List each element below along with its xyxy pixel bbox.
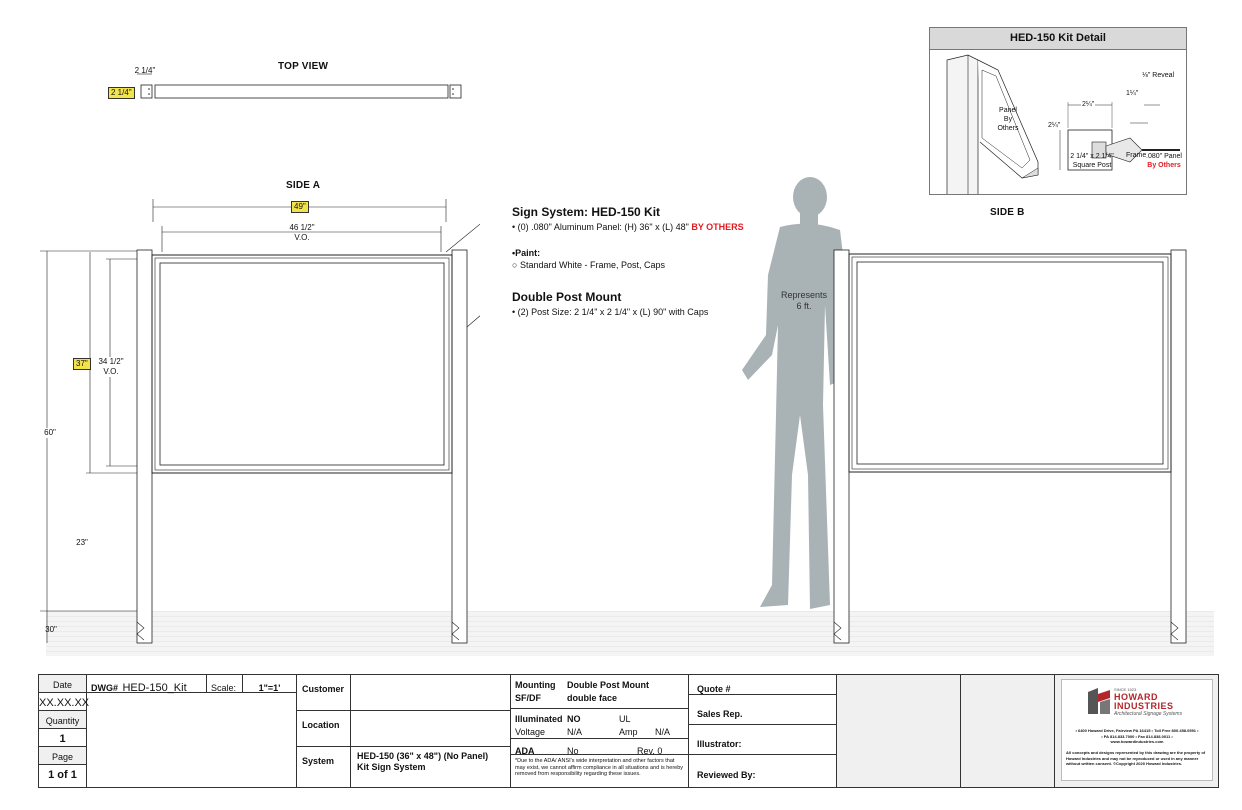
logo-cell (1055, 675, 1218, 787)
kit-post-label-1: 2 1/4" x 2 1/4" (1070, 153, 1114, 160)
side-a-overall-width: 49" (291, 201, 309, 213)
address-2: • PA 814.833.7000 • Fax 814.838.0011 • (1101, 733, 1173, 739)
date-label-cell (39, 675, 87, 693)
top-view-post-dim-highlight: 2 1/4" (108, 87, 135, 99)
title-block (38, 674, 1219, 788)
side-a-vo-width (270, 223, 334, 243)
side-b-title: SIDE B (990, 207, 1025, 218)
side-b-drawing (820, 240, 1200, 650)
illuminated-value: NO (567, 714, 581, 724)
mounting-cell (511, 675, 689, 709)
date-label: Date (52, 680, 72, 690)
reviewed-label: Reviewed By: (697, 770, 756, 780)
kit-detail-title: HED-150 Kit Detail (930, 28, 1186, 50)
kit-panel-label-1: Panel (999, 107, 1017, 114)
sales-label: Sales Rep. (697, 709, 743, 719)
side-a-burial: 30" (45, 625, 57, 634)
page-label: Page (51, 752, 74, 762)
illuminated-label: Illuminated (515, 714, 563, 724)
side-a-vo-width-sub: V.O. (294, 233, 310, 242)
ul-label: UL (619, 714, 631, 724)
system-label: System (302, 756, 335, 766)
kit-panel-label-3: Others (997, 125, 1019, 132)
ada-cell (511, 739, 689, 755)
side-a-vo-height-value: 34 1/2" (98, 357, 124, 366)
location-value-cell (351, 711, 511, 747)
date-value: XX.XX.XX (39, 697, 90, 709)
scale-label: Scale: (211, 683, 237, 693)
by-others-red: BY OTHERS (691, 222, 744, 232)
quantity-label-cell (39, 711, 87, 729)
kit-panel-label-2: By (1003, 116, 1013, 123)
date-value-cell (39, 693, 90, 711)
quantity-label: Quantity (45, 716, 80, 726)
kit-panel-spec (1144, 152, 1184, 170)
blank-col-2 (961, 675, 1055, 787)
paint-heading-text: Paint (515, 248, 538, 258)
copyright: All concepts and designs represented by this drawing are the property of Howard Industries and may not be reproduced or used in any manner without written consent. ©Copyright 2020 Howard Industries. (1066, 750, 1206, 766)
customer-label-cell (297, 675, 351, 711)
scale-value: 1"=1' (258, 683, 281, 693)
top-view-post-dim: 2 1/4" (134, 66, 156, 75)
side-a-clearance: 23" (73, 538, 91, 548)
amp-label: Amp (619, 727, 638, 737)
page-label-cell (39, 747, 87, 765)
illustrator-cell (689, 725, 837, 755)
disclaimer: *Due to the ADA/ ANSI's wide interpretation and other factors that may exist, we cannot affirm compliance in all situations and is hereby removed from responsibility regarding these issues. (515, 758, 684, 777)
top-view-title: TOP VIEW (278, 61, 329, 72)
sign-system-line: • (0) .080" Aluminum Panel: (H) 36" x (L) 48" BY OTHERS (512, 222, 744, 232)
kit-dim-inner: 1¼" (1126, 90, 1139, 97)
system-value-cell (351, 747, 511, 787)
address-3: www.howardindustries.com (1110, 739, 1164, 744)
mounting-label: Mounting (515, 680, 556, 690)
dwg-value: HED-150_Kit (122, 682, 187, 694)
disclaimer-cell (511, 755, 689, 787)
amp-value: N/A (655, 727, 671, 737)
side-a-vo-height (94, 357, 128, 377)
address-1: • 6400 Howard Drive, Fairview PA 16415 • Toll Free 800.458.0591 • (1075, 728, 1199, 733)
side-a-total-height: 60" (40, 428, 60, 438)
voltage-value: N/A (567, 727, 583, 737)
customer-value-cell (351, 675, 511, 711)
quantity-value-cell (39, 729, 87, 747)
system-value-2: Kit Sign System (357, 762, 426, 772)
voltage-label: Voltage (515, 727, 546, 737)
kit-post-label-2: Square Post (1072, 162, 1112, 169)
howard-logo-icon (1084, 688, 1112, 716)
page-value: 1 of 1 (48, 769, 77, 781)
sfdf-label: SF/DF (515, 693, 541, 703)
logo-line2: INDUSTRIES (1114, 701, 1174, 711)
illustrator-label: Illustrator: (697, 739, 742, 749)
reviewed-cell (689, 755, 837, 787)
dwg-cell (87, 675, 207, 693)
logo-small: SINCE 1923 (1114, 687, 1137, 692)
kit-detail-box (929, 27, 1187, 195)
illuminated-cell (511, 709, 689, 739)
quote-cell (689, 675, 837, 695)
logo-line1: HOWARD (1114, 692, 1158, 702)
paint-line-text: Standard White - Frame, Post, Caps (519, 260, 665, 270)
rev-label: Rev. 0 (637, 746, 663, 756)
mount-line: • (2) Post Size: 2 1/4" x 2 1/4" x (L) 90" with Caps (512, 307, 709, 317)
scale-label-cell (207, 675, 243, 693)
system-label-cell (297, 747, 351, 787)
customer-label: Customer (302, 684, 345, 694)
mount-heading: Double Post Mount (512, 290, 622, 304)
blank-col-1 (837, 675, 961, 787)
mount-line-text: (2) Post Size: 2 1/4" x 2 1/4" x (L) 90" with Caps (517, 307, 709, 317)
kit-panel-spec-1: .080" Panel (1146, 153, 1182, 160)
mounting-value: Double Post Mount (567, 680, 649, 690)
kit-frame-label: Frame (1126, 152, 1147, 159)
kit-post-label (1056, 152, 1128, 170)
dwg-blank-cell (87, 693, 297, 787)
paint-line: ○ Standard White - Frame, Post, Caps (512, 260, 665, 270)
paint-heading: •Paint: (512, 248, 541, 258)
quote-label: Quote # (697, 684, 731, 694)
system-value-1: HED-150 (36" x 48") (No Panel) (357, 751, 489, 761)
page-value-cell (39, 765, 87, 787)
kit-dim-reveal: ⅛" Reveal (1142, 72, 1175, 79)
sales-cell (689, 695, 837, 725)
sign-system-line-text: (0) .080" Aluminum Panel: (H) 36" x (L) 48" (517, 222, 689, 232)
side-a-drawing (0, 0, 480, 660)
scale-value-cell (243, 675, 297, 693)
human-label-line2: 6 ft. (796, 301, 812, 311)
logo-tagline: Architectural Signage Systems (1114, 711, 1183, 717)
ada-value: No (567, 746, 579, 756)
sign-system-heading: Sign System: HED-150 Kit (512, 205, 661, 219)
location-label-cell (297, 711, 351, 747)
sfdf-value: double face (567, 693, 618, 703)
address (1066, 728, 1208, 745)
human-label-line1: Represents (780, 290, 828, 300)
location-label: Location (302, 720, 340, 730)
dwg-label: DWG# (91, 683, 118, 693)
kit-panel-label (990, 106, 1026, 133)
quantity-value: 1 (59, 733, 66, 745)
side-a-vo-width-value: 46 1/2" (289, 223, 315, 232)
side-a-vo-height-sub: V.O. (103, 367, 119, 376)
kit-dim-width: 2¼" (1082, 101, 1095, 108)
side-a-overall-height: 37" (73, 358, 91, 370)
side-a-title: SIDE A (286, 180, 321, 191)
kit-panel-spec-2: By Others (1147, 162, 1181, 169)
kit-dim-height: 2¼" (1048, 122, 1061, 129)
ada-label: ADA (515, 746, 535, 756)
